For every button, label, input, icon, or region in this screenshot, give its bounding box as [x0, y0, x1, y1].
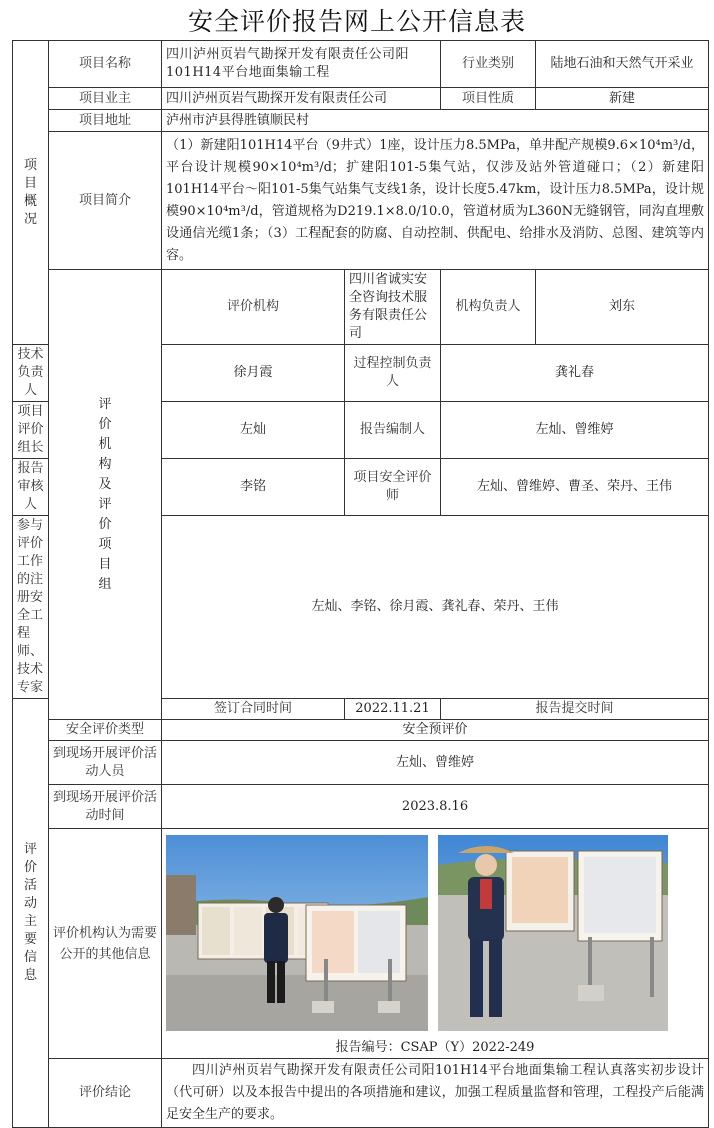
nature-label: 项目性质 — [441, 88, 536, 110]
info-table — [12, 40, 709, 1128]
section-activity-text: 评 价 活 动 主 要 信 息 — [23, 842, 37, 983]
owner-label: 项目业主 — [49, 88, 162, 110]
contract-label: 签订合同时间 — [162, 699, 345, 720]
address-label: 项目地址 — [49, 110, 162, 132]
summary-label: 项目简介 — [49, 132, 162, 270]
site-photo-1-image — [166, 835, 428, 1031]
conclusion-label: 评价结论 — [49, 1059, 162, 1128]
experts-label: 参与评价工作的注册安全工程师、技术专家 — [13, 516, 49, 699]
site-photo-2-image — [438, 835, 668, 1031]
section-org-text: 评 价 机 构 及 评 价 项 目 组 — [98, 396, 112, 592]
site-photo-2 — [438, 835, 668, 1031]
report-number: 报告编号：CSAP（Y）2022-249 — [335, 1040, 535, 1055]
industry-label: 行业类别 — [441, 41, 536, 88]
other-label: 评价机构认为需要公开的其他信息 — [49, 829, 162, 1059]
reviewer-label: 报告审核人 — [13, 459, 49, 516]
assessor-label: 项目安全评价师 — [345, 459, 441, 516]
tech-value: 徐月霞 — [162, 345, 345, 402]
submit-label: 报告提交时间 — [441, 699, 709, 720]
agency-value: 四川省诚实安全咨询技术服务有限责任公司 — [345, 270, 441, 345]
section-overview-text: 项 目 概 况 — [23, 157, 37, 227]
experts-value: 左灿、李铭、徐月霞、龚礼春、荣丹、王伟 — [162, 516, 709, 699]
onsite-time-value: 2023.8.16 — [162, 785, 709, 829]
section-org-label — [49, 270, 162, 720]
type-label: 安全评价类型 — [49, 720, 162, 741]
site-photo-1 — [166, 835, 428, 1031]
tech-label: 技术负责人 — [13, 345, 49, 402]
onsite-people-label: 到现场开展评价活动人员 — [49, 741, 162, 785]
project-name-value: 四川泸州页岩气勘探开发有限责任公司阳101H14平台地面集输工程 — [162, 41, 441, 88]
project-name-label: 项目名称 — [49, 41, 162, 88]
owner-value: 四川泸州页岩气勘探开发有限责任公司 — [162, 88, 441, 110]
type-value: 安全预评价 — [162, 720, 709, 741]
summary-value: （1）新建阳101H14平台（9井式）1座，设计压力8.5MPa，单井配产规模9.6×10⁴m³/d，平台设计规模90×10⁴m³/d；扩建阳101-5集气站，仅涉及站外管道碰口；（2）新建阳101H14平台～阳101-5集气站集气支线1条，设计长度5.47km，设计压力8.5MPa，设计规模90×10⁴m³/d，管道规格为D219.1×8.0/10.0，管道材质为L360N无缝钢管，同沟直埋敷设通信光缆1条；（3）工程配套的防腐、自动控制、供配电、给排水及消防、总图、建筑等内容。 — [162, 132, 709, 270]
head-value: 刘东 — [536, 270, 709, 345]
process-label: 过程控制负责人 — [345, 345, 441, 402]
leader-label: 项目评价组长 — [13, 402, 49, 459]
agency-label: 评价机构 — [162, 270, 345, 345]
process-value: 龚礼春 — [441, 345, 709, 402]
other-content — [162, 829, 709, 1059]
head-label: 机构负责人 — [441, 270, 536, 345]
industry-value: 陆地石油和天然气开采业 — [536, 41, 709, 88]
section-overview-label — [13, 41, 49, 345]
section-activity-label — [13, 699, 49, 1128]
onsite-time-label: 到现场开展评价活动时间 — [49, 785, 162, 829]
writer-label: 报告编制人 — [345, 402, 441, 459]
address-value: 泸州市泸县得胜镇顺民村 — [162, 110, 709, 132]
reviewer-value: 李铭 — [162, 459, 345, 516]
writer-value: 左灿、曾维婷 — [441, 402, 709, 459]
nature-value: 新建 — [536, 88, 709, 110]
contract-value: 2022.11.21 — [345, 699, 441, 720]
conclusion-value: 四川泸州页岩气勘探开发有限责任公司阳101H14平台地面集输工程认真落实初步设计（代可研）以及本报告中提出的各项措施和建议，加强工程质量监督和管理，工程投产后能满足安全生产的要求。 — [162, 1059, 709, 1128]
page-title: 安全评价报告网上公开信息表 — [187, 7, 526, 36]
onsite-people-value: 左灿、曾维婷 — [162, 741, 709, 785]
leader-value: 左灿 — [162, 402, 345, 459]
photo-row — [162, 829, 708, 1031]
assessor-value: 左灿、曾维婷、曹圣、荣丹、王伟 — [441, 459, 709, 516]
